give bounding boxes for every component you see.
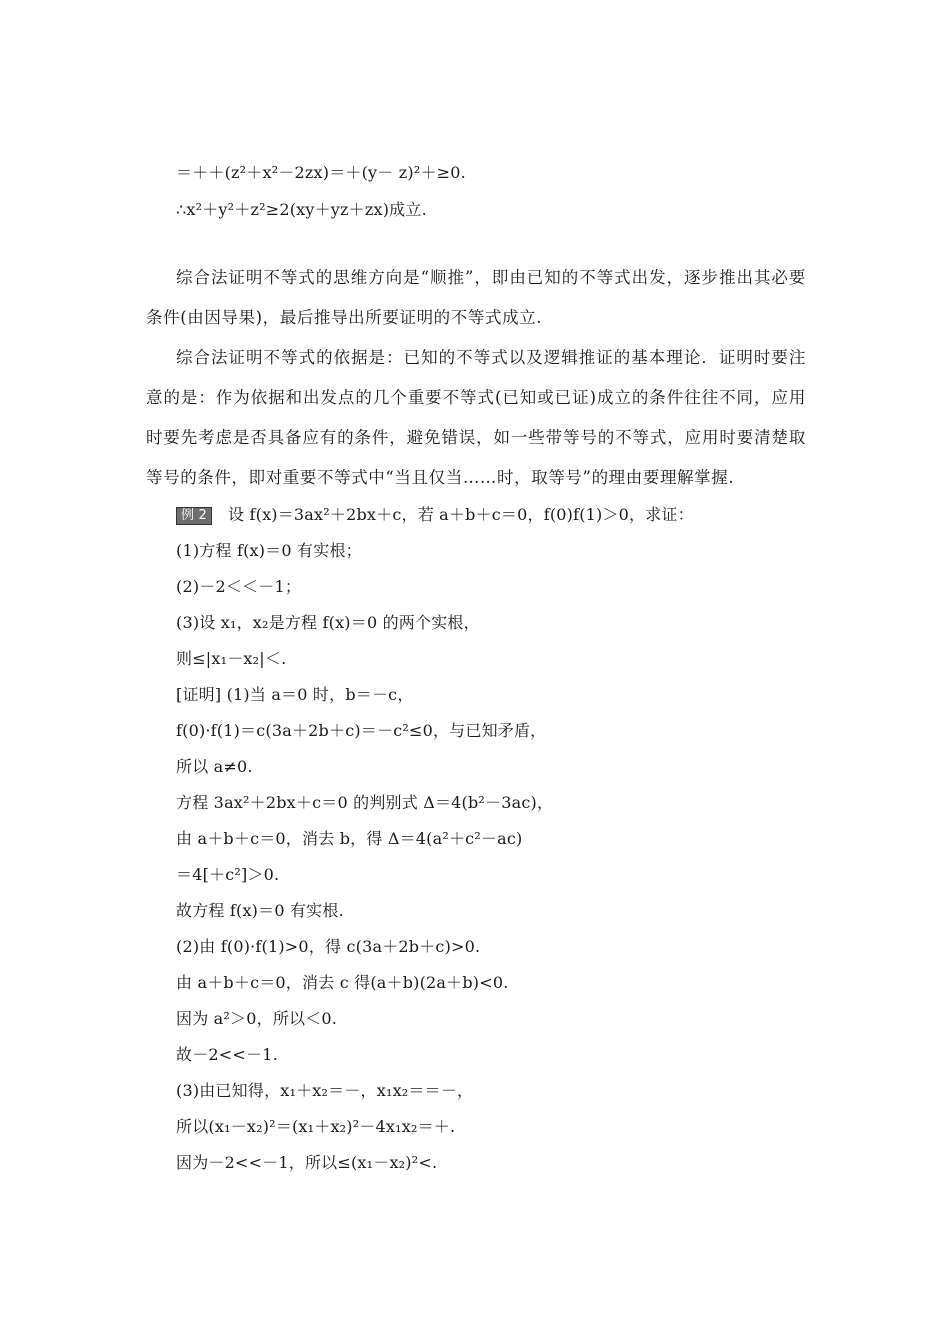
proof-line: (2)由 f(0)·f(1)>0，得 c(3a＋2b＋c)>0. (176, 937, 481, 956)
conclusion-line: ∴x²＋y²＋z²≥2(xy＋yz＋zx)成立. (176, 200, 427, 219)
proof-line: 因为 a²＞0，所以＜0. (176, 1009, 338, 1028)
proof-line: (1)方程 f(x)＝0 有实根； (176, 541, 362, 560)
example-statement: 设 f(x)＝3ax²＋2bx＋c，若 a＋b＋c＝0，f(0)f(1)＞0，求证： (228, 505, 694, 524)
proof-line: 故－2<<－1. (176, 1045, 278, 1064)
proof-line: (2)－2＜＜－1； (176, 577, 302, 596)
proof-line: ＝4[＋c²]＞0. (176, 865, 280, 884)
proof-line: 由 a＋b＋c＝0，消去 b，得 Δ＝4(a²＋c²－ac) (176, 829, 523, 848)
proof-line: f(0)·f(1)＝c(3a＋2b＋c)＝－c²≤0，与已知矛盾， (176, 721, 547, 740)
proof-line: 则≤|x₁－x₂|＜. (176, 649, 287, 668)
proof-line: [证明] (1)当 a＝0 时，b＝－c， (176, 685, 414, 704)
example-badge: 例 2 (176, 507, 212, 525)
proof-line: 由 a＋b＋c＝0，消去 c 得(a＋b)(2a＋b)<0. (176, 973, 509, 992)
proof-line: 因为－2<<－1，所以≤(x₁－x₂)²<. (176, 1153, 438, 1172)
proof-line: (3)设 x₁，x₂是方程 f(x)＝0 的两个实根， (176, 613, 480, 632)
proof-line: 所以 a≠0. (176, 757, 253, 776)
equation-line: ＝＋＋(z²＋x²－2zx)＝＋(y－ z)²＋≥0. (176, 163, 466, 182)
example-statement-line (176, 505, 694, 525)
paragraph-basis: 综合法证明不等式的依据是：已知的不等式以及逻辑推证的基本理论．证明时要注意的是：作为依据和出发点的几个重要不等式(已知或已证)成立的条件往往不同，应用时要先考虑是否具备应有的条件，避免错误，如一些带等号的不等式，应用时要清楚取等号的条件，即对重要不等式中“当且仅当……时，取等号”的理由要理解掌握. (146, 348, 806, 487)
paragraph-direction: 综合法证明不等式的思维方向是“顺推”，即由已知的不等式出发，逐步推出其必要条件(由因导果)，最后推导出所要证明的不等式成立. (146, 268, 806, 327)
proof-line: 方程 3ax²＋2bx＋c＝0 的判别式 Δ＝4(b²－3ac)， (176, 793, 554, 812)
proof-line: 所以(x₁－x₂)²＝(x₁＋x₂)²－4x₁x₂＝＋. (176, 1117, 456, 1136)
proof-line: (3)由已知得，x₁＋x₂＝－，x₁x₂＝＝－， (176, 1081, 474, 1100)
proof-line: 故方程 f(x)＝0 有实根. (176, 901, 344, 920)
